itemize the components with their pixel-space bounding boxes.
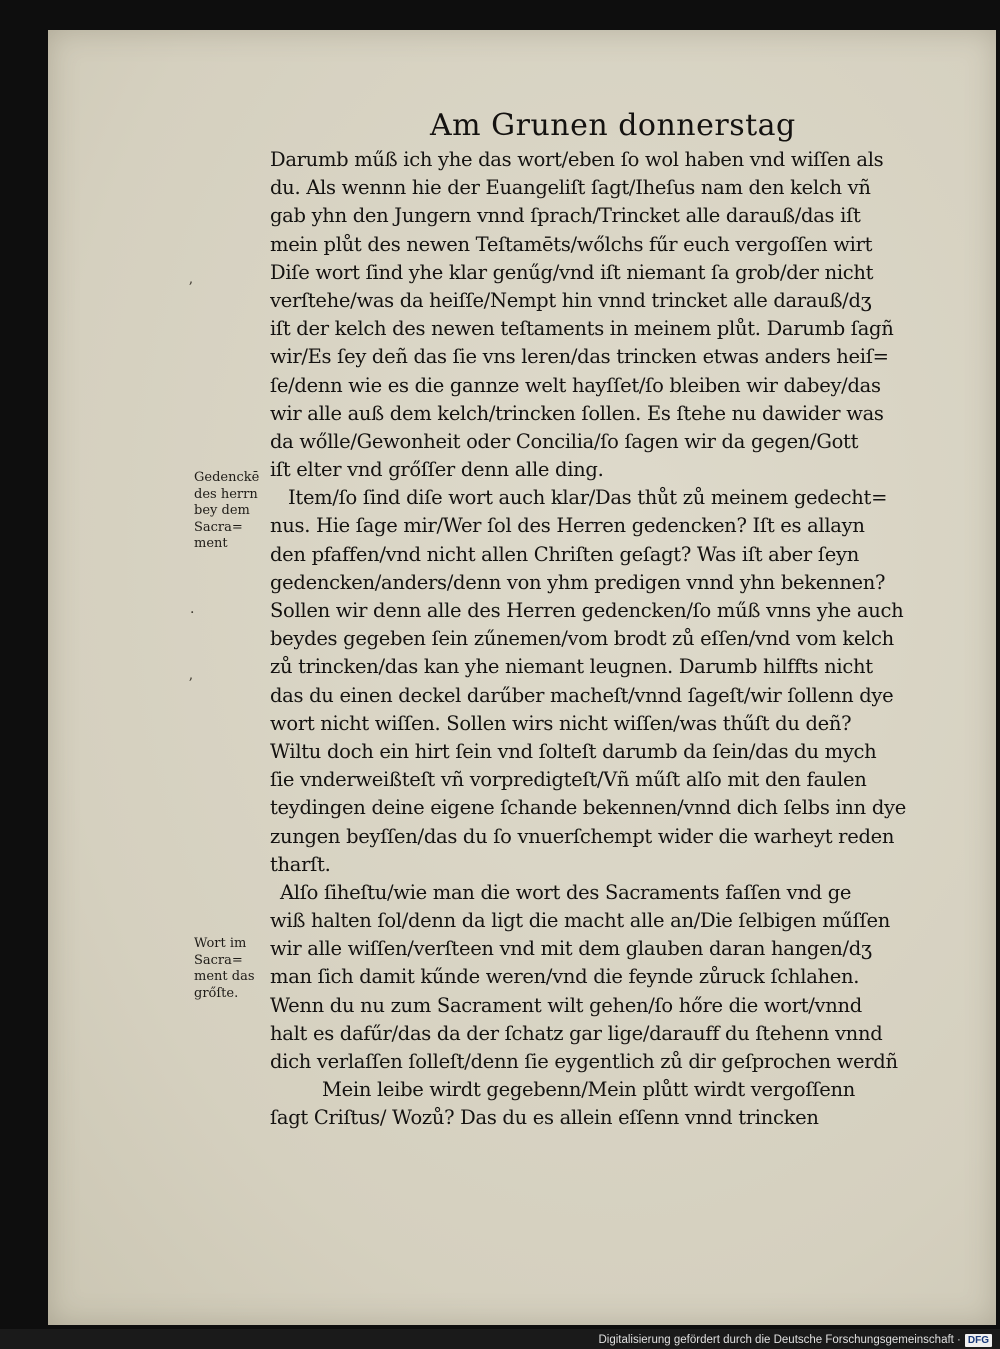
text-line: du. Als wennn hie der Euangeliſt ſagt/Iheſus nam den kelch vñ — [270, 176, 871, 200]
margin-note-line: Sacra= — [194, 952, 243, 968]
margin-note-line: ment — [194, 536, 228, 551]
text-line: dich verlaſſen ſolleſt/denn ſie eygentlich zů dir geſprochen werdñ — [270, 1050, 898, 1073]
text-line: tharſt. — [270, 852, 331, 876]
text-line: den pfaffen/vnd nicht allen Chriſten geſagt? Was iſt aber ſeyn — [270, 542, 859, 566]
text-line: Item/ſo ſind diſe wort auch klar/Das thůt zů meinem gedecht= — [288, 486, 888, 510]
margin-note-wort-im-sacrament — [194, 936, 272, 1002]
margin-mark: ʼ — [188, 280, 193, 296]
text-line: wir/Es ſey deñ das ſie vns leren/das trincken etwas anders heiſ= — [270, 345, 889, 369]
text-line: ſe/denn wie es die gannze welt hayſſet/ſo bleiben wir dabey/das — [270, 373, 881, 397]
text-line: Wenn du nu zum Sacrament wilt gehen/ſo hőre die wort/vnnd — [270, 993, 862, 1017]
margin-mark: ʼ — [188, 676, 193, 692]
text-line: Diſe wort ſind yhe klar genűg/vnd iſt niemant ſa grob/der nicht — [270, 260, 874, 284]
text-line: ſagt Criſtus/ Wozů? Das du es allein eſſenn vnnd trincken — [270, 1106, 819, 1130]
footer-credit — [598, 1332, 992, 1348]
text-line: ſie vnderweißteſt vñ vorpredigteſt/Vñ műſt alſo mit den faulen — [270, 768, 867, 792]
text-line: Darumb műß ich yhe das wort/eben ſo wol haben vnd wiſſen als — [270, 148, 884, 171]
text-line: iſt der kelch des newen teſtaments in meinem plůt. Darumb ſagñ — [270, 317, 894, 341]
margin-note-line: ment das — [194, 969, 255, 984]
text-line: da wőlle/Gewonheit oder Concilia/ſo ſagen wir da gegen/Gott — [270, 429, 859, 453]
text-line: iſt elter vnd grőſſer denn alle ding. — [270, 458, 604, 482]
margin-note-line: des herrn — [194, 486, 258, 502]
text-line: teydingen deine eigene ſchande bekennen/vnnd dich ſelbs inn dye — [270, 796, 906, 820]
text-line: wort nicht wiſſen. Sollen wirs nicht wiſſen/was thűſt du deñ? — [270, 711, 852, 735]
text-line: Sollen wir denn alle des Herren gedencken/ſo műß vnns yhe auch — [270, 599, 904, 622]
text-line: wir alle auß dem kelch/trincken ſollen. Es ſtehe nu dawider was — [270, 401, 884, 425]
text-line: gab yhn den Jungern vnnd ſprach/Trincket alle darauß/das iſt — [270, 204, 861, 228]
text-line: mein plůt des newen Teſtamēts/wőlchs fűr euch vergoſſen wirt — [270, 232, 873, 256]
text-line: Wiltu doch ein hirt ſein vnd ſolteſt darumb da ſein/das du mych — [270, 739, 877, 763]
margin-note-line: Gedenckē — [194, 470, 260, 485]
margin-note-line: bey dem — [194, 503, 250, 518]
text-line: beydes gegeben ſein zűnemen/vom brodt zů eſſen/vnd vom kelch — [270, 627, 894, 651]
dfg-logo-icon: DFG — [965, 1334, 992, 1347]
running-head: Am Grunen donnerstag — [430, 108, 796, 143]
text-line: zů trincken/das kan yhe niemant leugnen. Darumb hilffts nicht — [270, 655, 873, 679]
text-line: Mein leibe wirdt gegebenn/Mein plůtt wirdt vergoſſenn — [322, 1078, 855, 1102]
margin-mark: · — [190, 605, 195, 621]
text-line: Alſo ſiheſtu/wie man die wort des Sacraments faſſen vnd ge — [280, 880, 852, 904]
margin-note-gedencken — [194, 470, 272, 553]
margin-note-line: Sacra= — [194, 519, 243, 535]
text-line: wir alle wiſſen/verſteen vnd mit dem glauben daran hangen/dʒ — [270, 937, 872, 961]
text-line: halt es dafűr/das da der ſchatz gar lige/darauff du ſtehenn vnnd — [270, 1021, 883, 1045]
body-text — [270, 146, 940, 1133]
footer-text: Digitalisierung gefördert durch die Deutsche Forschungsgemeinschaft · — [598, 1334, 961, 1346]
text-line: nus. Hie ſage mir/Wer ſol des Herren gedencken? Iſt es allayn — [270, 514, 865, 538]
text-line: gedencken/anders/denn von yhm predigen vnnd yhn bekennen? — [270, 570, 886, 594]
text-line: man ſich damit kűnde weren/vnd die feynde zůruck ſchlahen. — [270, 965, 860, 989]
text-line: wiß halten ſol/denn da ligt die macht alle an/Die ſelbigen műſſen — [270, 909, 890, 933]
margin-note-line: grőſte. — [194, 985, 239, 1001]
margin-note-line: Wort im — [194, 936, 247, 951]
text-line: verſtehe/was da heiſſe/Nempt hin vnnd trincket alle darauß/dʒ — [270, 288, 872, 312]
text-line: zungen beyſſen/das du ſo vnuerſchempt wider die warheyt reden — [270, 824, 895, 848]
text-line: das du einen deckel darűber macheſt/vnnd ſageſt/wir ſollenn dye — [270, 683, 894, 707]
